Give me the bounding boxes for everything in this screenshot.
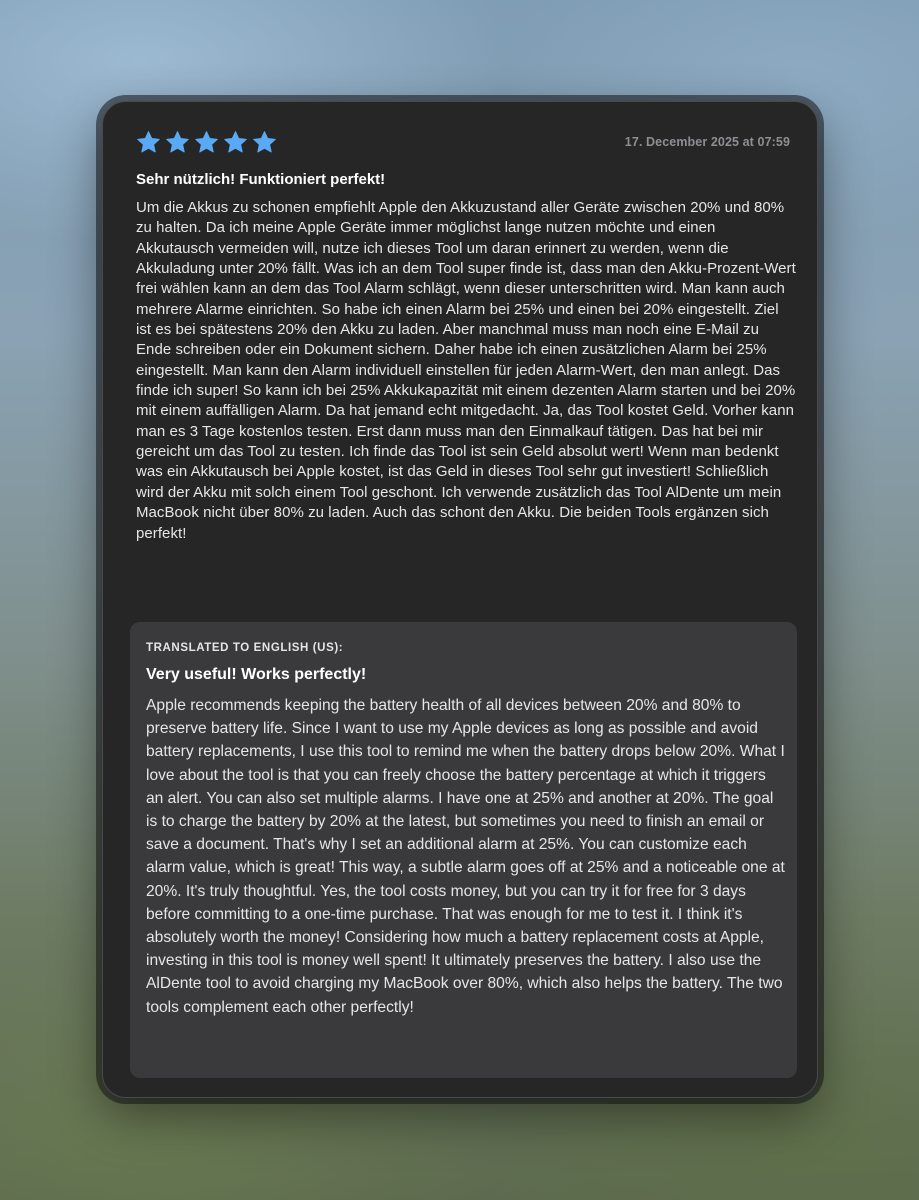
review-body: Um die Akkus zu schonen empfiehlt Apple den Akkuzustand aller Geräte zwischen 20% und 80% zu halten. Da ich meine Apple Geräte immer möglichst lange nutzen möchte und einen Akkutausch vermeiden will, nutze ich dieses Tool um daran erinnert zu werden, wenn die Akkuladung unter 20% fällt. Was ich an dem Tool super finde ist, dass man den Akku-Prozent-Wert frei wählen kann an dem das Tool Alarm schlägt, wenn dieser unterschritten wird. Man kann auch mehrere Alarme einrichten. So habe ich einen Alarm bei 25% und einen bei 20% eingestellt. Ziel ist es bei spätestens 20% den Akku zu laden. Aber manchmal muss man noch eine E-Mail zu Ende schreiben oder ein Dokument sichern. Daher habe ich einen zusätzlichen Alarm bei 25% eingestellt. Man kann den Alarm individuell einstellen für jeden Alarm-Wert, den man anlegt. Das finde ich super! So kann ich bei 25% Akkukapazität mit einem dezenten Alarm starten und bei 20% mit einem auffälligen Alarm. Da hat jemand echt mitgedacht. Ja, das Tool kostet Geld. Vorher kann man es 3 Tage kostenlos testen. Erst dann muss man den Einmalkauf tätigen. Das hat bei mir gereicht um das Tool zu testen. Ich finde das Tool ist sein Geld absolut wert! Wenn man bedenkt was ein Akkutausch bei Apple kostet, ist das Geld in dieses Tool sehr gut investiert! Schließlich wird der Akku mit solch einem Tool geschont. Ich verwende zusätzlich das Tool AlDente um mein MacBook nicht über 80% zu laden. Auch das schont den Akku. Die beiden Tools ergänzen sich perfekt! <box>136 199 796 542</box>
star-filled-icon <box>165 130 190 155</box>
translation-body: Apple recommends keeping the battery health of all devices between 20% and 80% to preserve battery life. Since I want to use my Apple devices as long as possible and avoid battery replacements, I use this tool to remind me when the battery drops below 20%. What I love about the tool is that you can freely choose the battery percentage at which it triggers an alert. You can also set multiple alarms. I have one at 25% and another at 20%. The goal is to charge the battery by 20% at the latest, but sometimes you need to finish an email or save a document. That's why I set an additional alarm at 25%. You can customize each alarm value, which is great! This way, a subtle alarm goes off at 25% and a noticeable one at 20%. It's truly thoughtful. Yes, the tool costs money, but you can try it for free for 3 days before committing to a one-time purchase. That was enough for me to test it. I think it's absolutely worth the money! Considering how much a battery replacement costs at Apple, investing in this tool is money well spent! It ultimately preserves the battery. I also use the AlDente tool to avoid charging my MacBook over 80%, which also helps the battery. The two tools complement each other perfectly! <box>146 697 785 1016</box>
star-rating <box>136 130 277 155</box>
translation-label: TRANSLATED TO ENGLISH (US): <box>146 642 344 654</box>
star-filled-icon <box>194 130 219 155</box>
star-filled-icon <box>223 130 248 155</box>
star-filled-icon <box>252 130 277 155</box>
review-title: Sehr nützlich! Funktioniert perfekt! <box>136 171 386 188</box>
review-date: 17. December 2025 at 07:59 <box>624 135 790 149</box>
translation-title: Very useful! Works perfectly! <box>146 666 367 683</box>
review-header <box>136 128 790 156</box>
star-filled-icon <box>136 130 161 155</box>
review-card <box>102 101 818 1098</box>
translation-panel <box>130 622 797 1078</box>
